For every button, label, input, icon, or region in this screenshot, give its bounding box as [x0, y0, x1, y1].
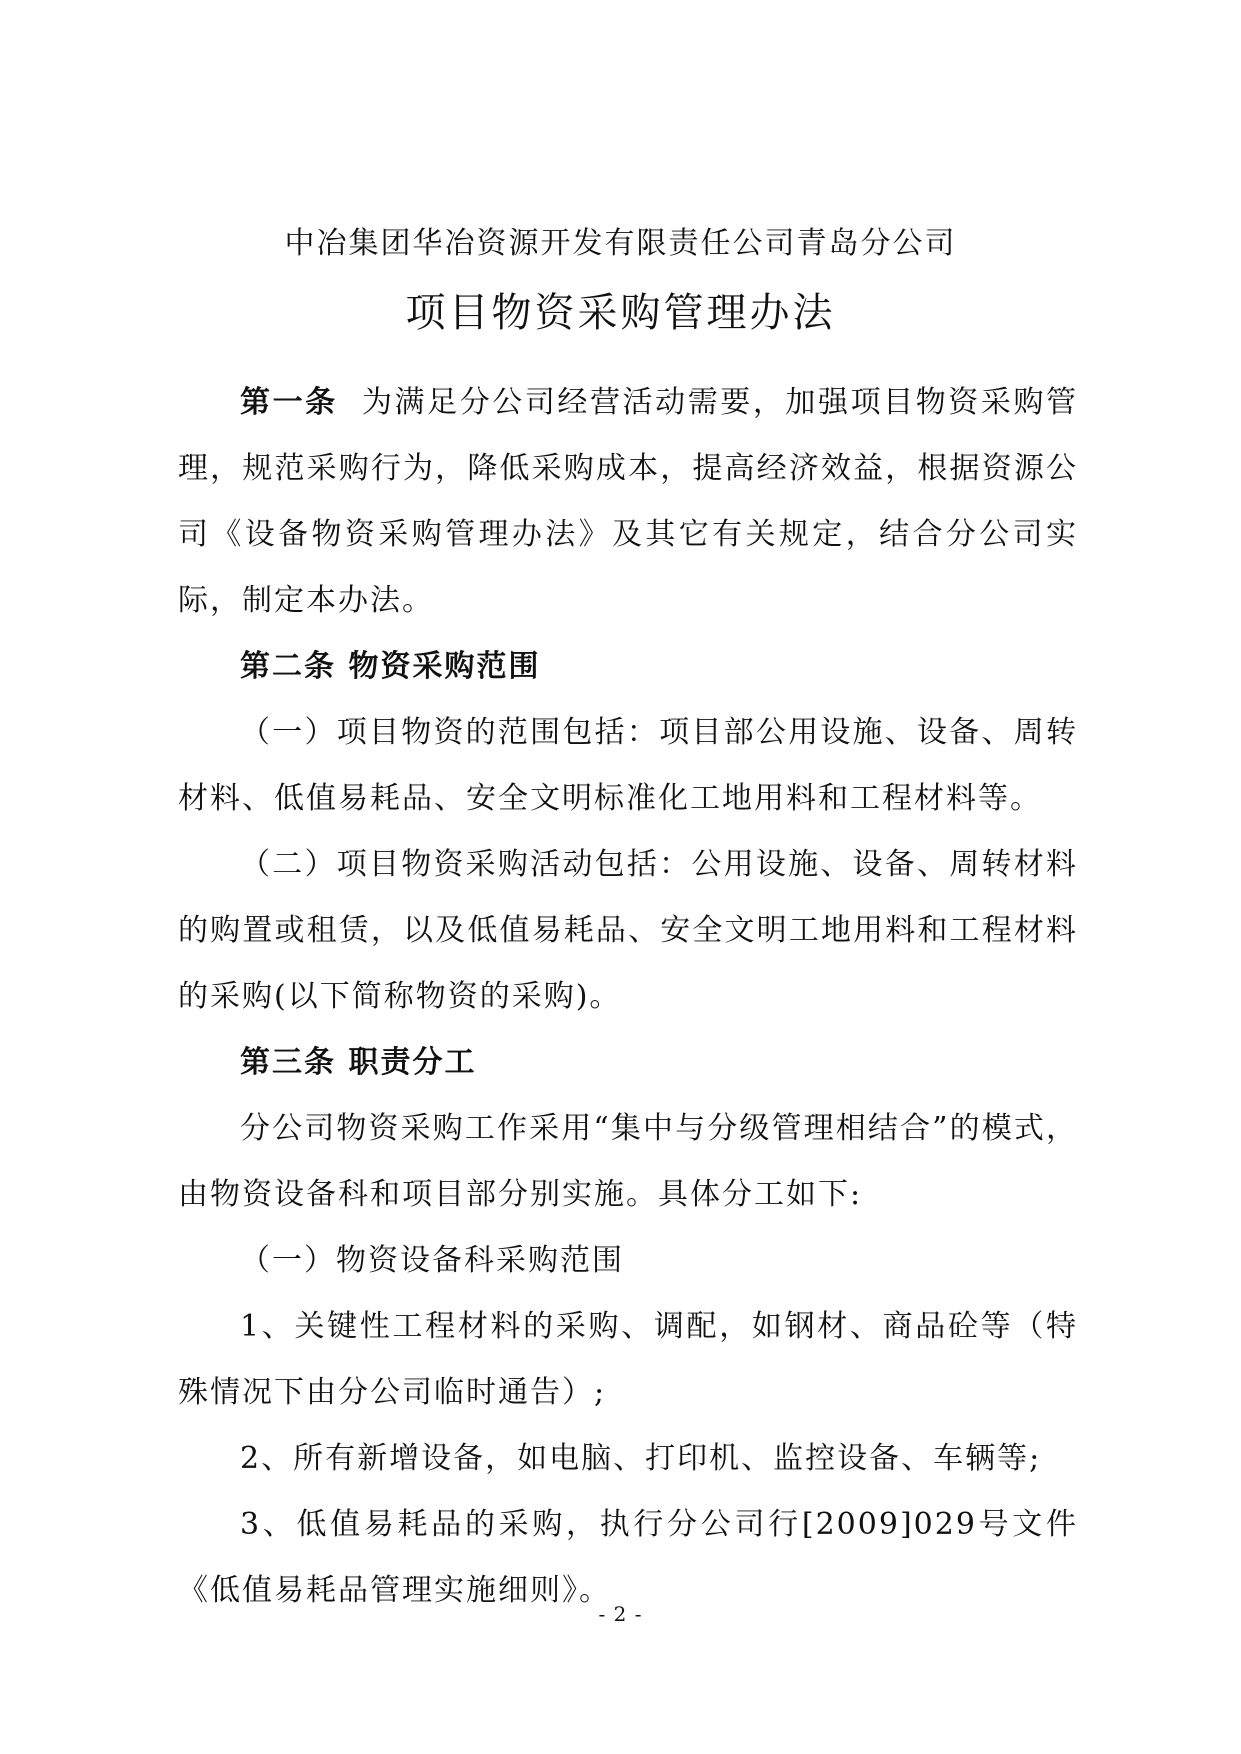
article-3-intro: 分公司物资采购工作采用“集中与分级管理相结合”的模式，由物资设备科和项目部分别实施。具体分工如下: [178, 1111, 1078, 1212]
document-body [178, 370, 1078, 1624]
article-2-item-1: （一）项目物资的范围包括：项目部公用设施、设备、周转材料、低值易耗品、安全文明标准化工地用料和工程材料等。 [178, 715, 1078, 816]
article-1-paragraph [178, 370, 1078, 634]
article-2-item-2: （二）项目物资采购活动包括：公用设施、设备、周转材料的购置或租赁，以及低值易耗品、安全文明工地用料和工程材料的采购(以下简称物资的采购)。 [178, 847, 1078, 1014]
article-3-sub-1-heading: （一）物资设备科采购范围 [240, 1243, 624, 1278]
article-3-point-3: 3、低值易耗品的采购，执行分公司行[2009]029号文件《低值易耗品管理实施细则》。 [178, 1507, 1078, 1608]
article-1-text: 为满足分公司经营活动需要，加强项目物资采购管理，规范采购行为，降低采购成本，提高经济效益，根据资源公司《设备物资采购管理办法》及其它有关规定，结合分公司实际，制定本办法。 [178, 385, 1079, 618]
article-3-point-1: 1、关键性工程材料的采购、调配，如钢材、商品砼等（特殊情况下由分公司临时通告）; [178, 1309, 1078, 1410]
page-number: - 2 - [598, 1602, 643, 1626]
article-1-label: 第一条 [240, 385, 338, 420]
article-3-point-2: 2、所有新增设备，如电脑、打印机、监控设备、车辆等; [240, 1441, 1042, 1476]
article-3-heading: 第三条 职责分工 [240, 1045, 477, 1080]
document-title: 项目物资采购管理办法 [405, 290, 836, 336]
company-name: 中冶集团华冶资源开发有限责任公司青岛分公司 [284, 226, 957, 261]
article-2-heading: 第二条 物资采购范围 [240, 649, 541, 684]
